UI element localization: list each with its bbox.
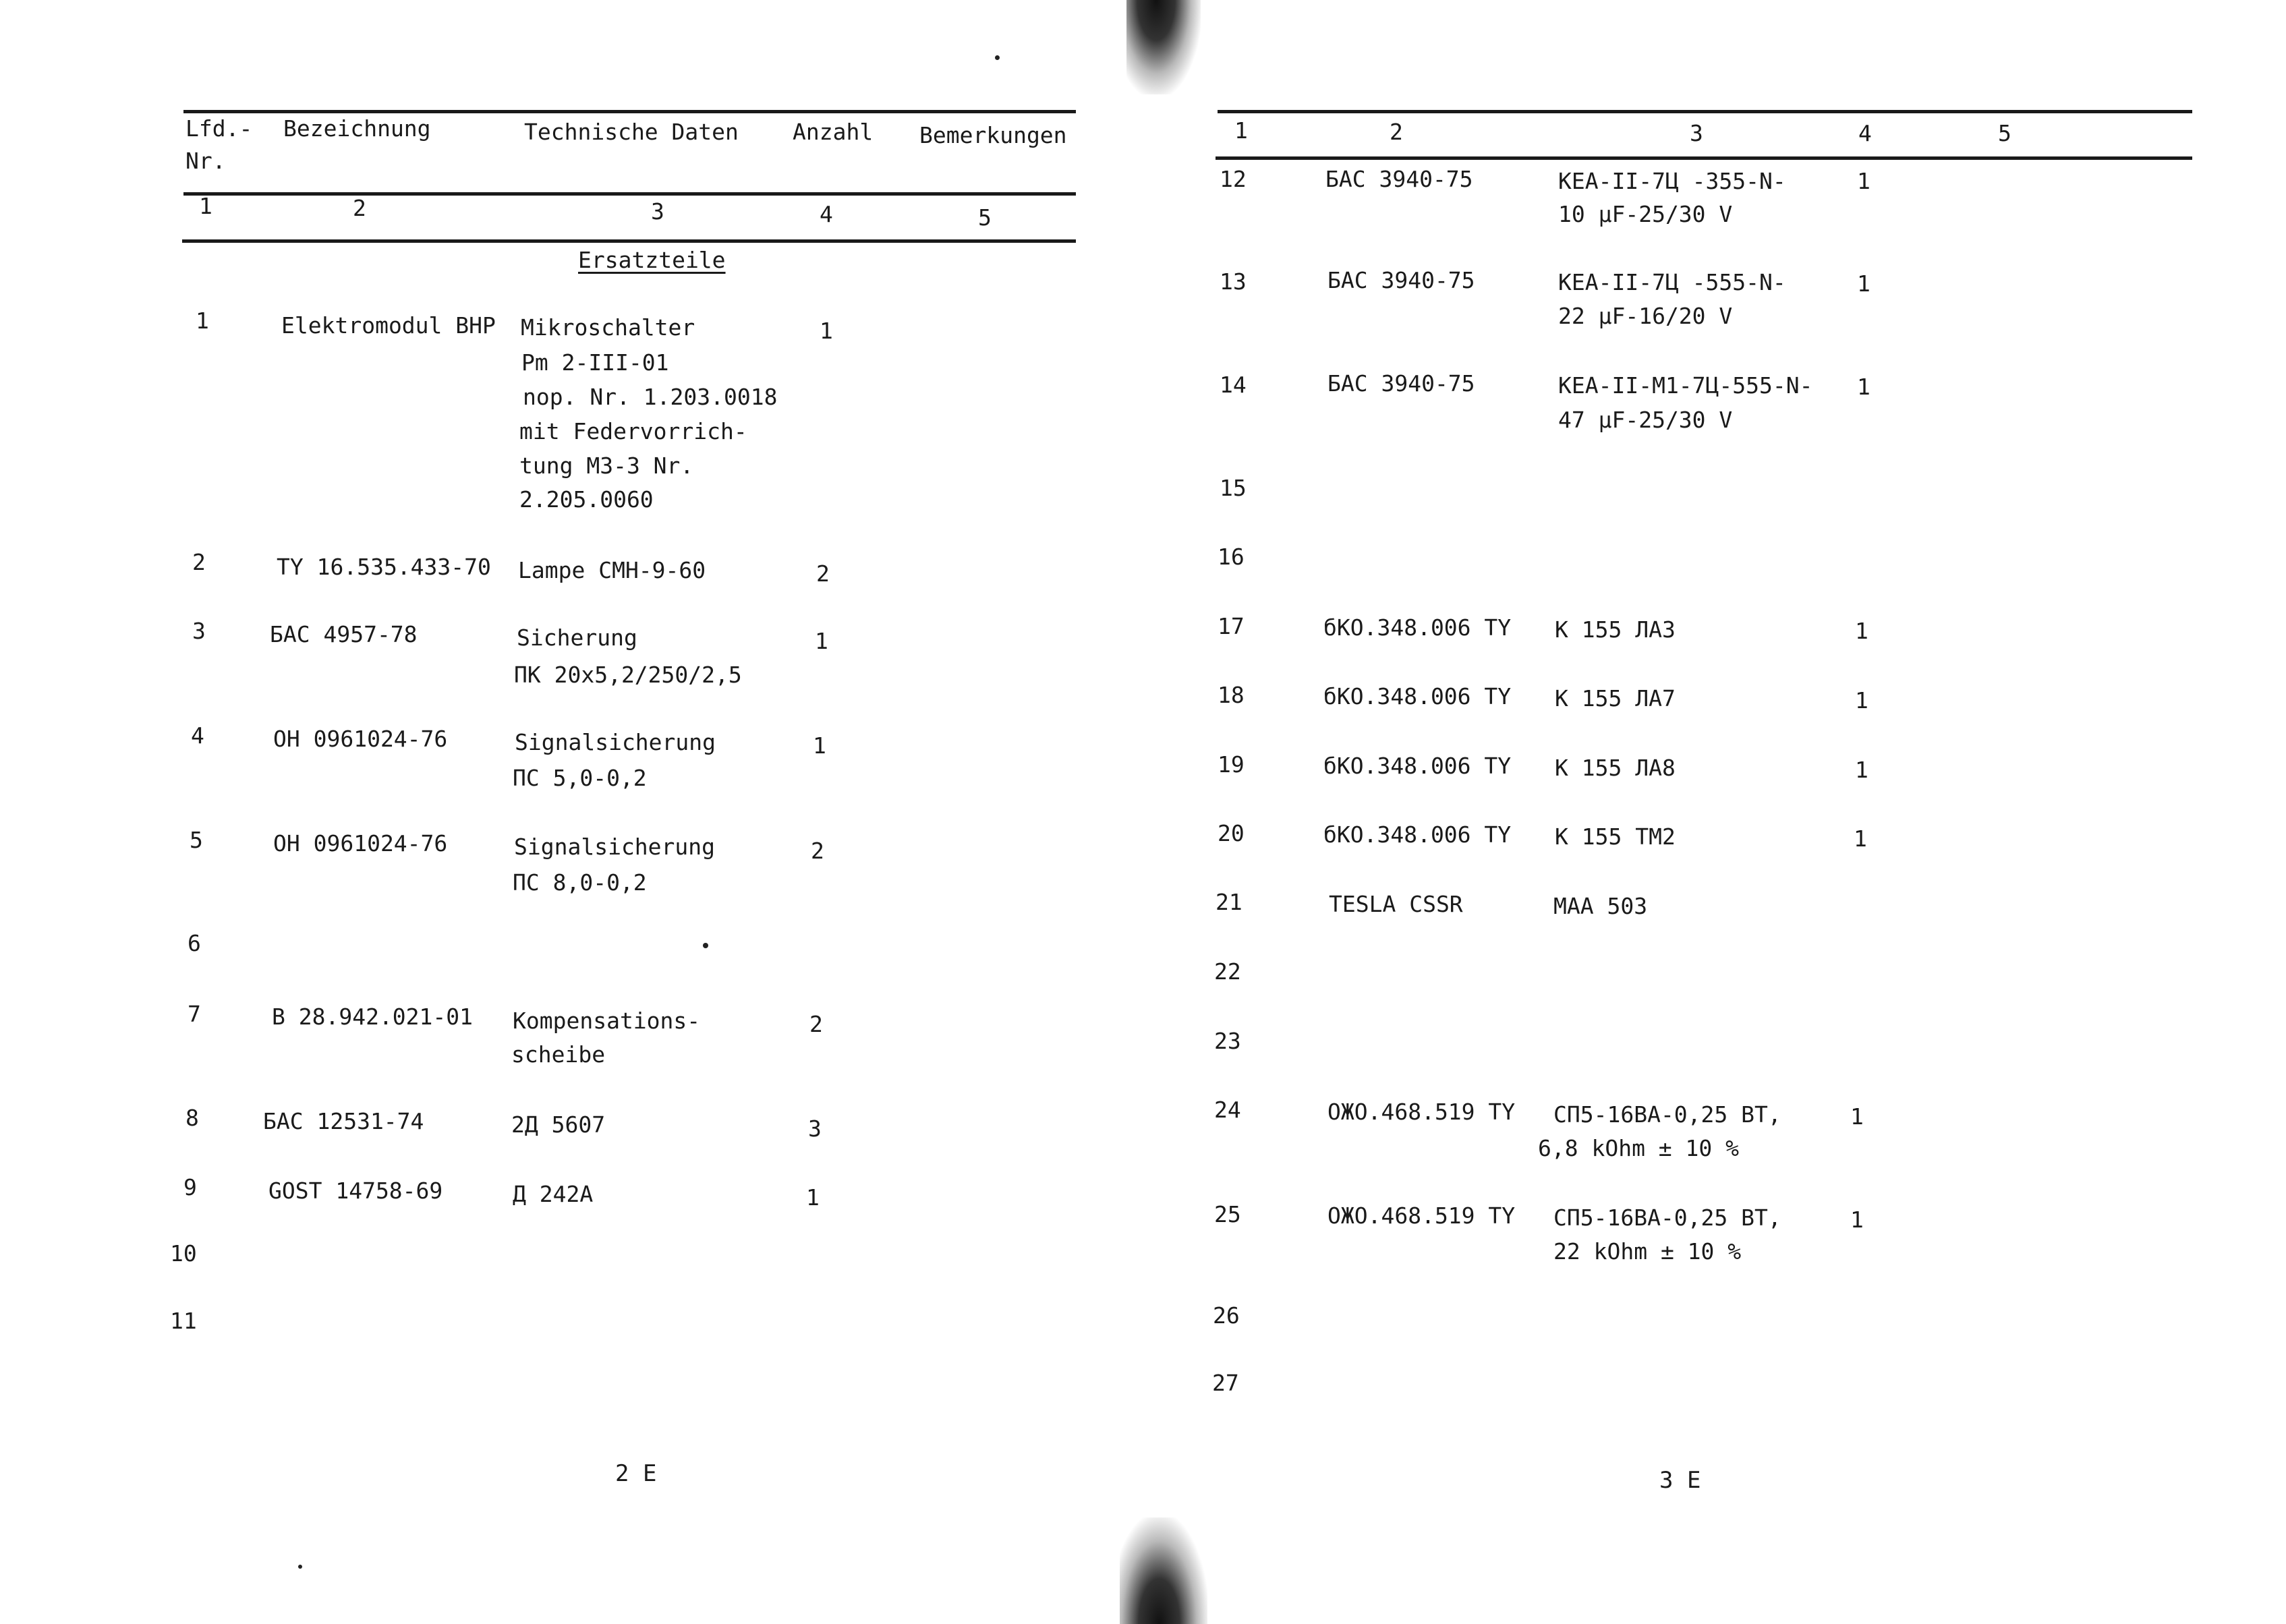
row-anzahl: 1 xyxy=(1855,687,1868,714)
row-nr: 20 xyxy=(1218,820,1245,846)
row-anzahl: 2 xyxy=(816,560,830,587)
row-daten: СП5-16ВА-0,25 ВТ, xyxy=(1553,1101,1781,1128)
row-daten: KEA-II-7Ц -355-N- xyxy=(1558,168,1786,194)
row-bezeichnung: БАС 12531-74 xyxy=(263,1108,424,1134)
row-daten: ПК 20x5,2/250/2,5 xyxy=(514,662,742,688)
page-number: 3 E xyxy=(1659,1467,1701,1494)
row-bezeichnung: TESLA CSSR xyxy=(1329,891,1463,917)
row-daten: mit Federvorrich- xyxy=(519,418,747,444)
colnum-1: 1 xyxy=(199,193,212,219)
right-page xyxy=(1140,0,2286,1624)
row-daten: K 155 TM2 xyxy=(1555,823,1676,850)
row-anzahl: 2 xyxy=(811,838,824,864)
row-nr: 14 xyxy=(1220,372,1247,398)
colnum-4: 4 xyxy=(820,201,833,227)
row-daten: 10 μF-25/30 V xyxy=(1558,201,1733,227)
row-daten: ПС 5,0-0,2 xyxy=(513,765,647,791)
row-anzahl: 1 xyxy=(1855,757,1868,783)
row-daten: K 155 ЛA7 xyxy=(1555,685,1676,712)
row-daten: Sicherung xyxy=(517,625,637,651)
row-anzahl: 1 xyxy=(1857,270,1870,297)
row-nr: 22 xyxy=(1214,958,1241,985)
row-anzahl: 1 xyxy=(806,1184,820,1211)
header-top-rule xyxy=(1218,110,2192,113)
row-nr: 7 xyxy=(188,1001,201,1027)
row-daten: Mikroschalter xyxy=(521,314,695,341)
row-daten: Signalsicherung xyxy=(515,729,716,755)
row-anzahl: 1 xyxy=(1857,168,1870,194)
section-title: Ersatzteile xyxy=(578,247,726,273)
ink-dot xyxy=(298,1565,302,1569)
left-page xyxy=(0,0,1140,1624)
colnum-2: 2 xyxy=(1390,119,1403,145)
row-bezeichnung: OH 0961024-76 xyxy=(273,726,448,752)
header-bottom-rule xyxy=(1216,156,2192,160)
colnum-1: 1 xyxy=(1234,117,1248,144)
row-daten: СП5-16ВА-0,25 ВТ, xyxy=(1553,1205,1781,1231)
header-nr: Nr. xyxy=(185,148,226,174)
row-anzahl: 1 xyxy=(1857,374,1870,400)
row-nr: 26 xyxy=(1213,1302,1240,1329)
row-bezeichnung: бKO.348.006 TY xyxy=(1323,821,1512,848)
row-bezeichnung: бKO.348.006 TY xyxy=(1323,683,1512,709)
header-anzahl: Anzahl xyxy=(793,119,874,145)
row-nr: 25 xyxy=(1214,1201,1241,1227)
row-nr: 24 xyxy=(1214,1097,1241,1123)
row-nr: 21 xyxy=(1216,889,1242,915)
colnum-5: 5 xyxy=(978,204,992,231)
row-nr: 16 xyxy=(1218,544,1245,570)
row-daten: 22 kOhm ± 10 % xyxy=(1553,1238,1742,1265)
row-nr: 8 xyxy=(185,1105,199,1131)
row-daten: MAA 503 xyxy=(1553,893,1648,919)
row-nr: 17 xyxy=(1218,613,1245,639)
row-nr: 1 xyxy=(196,308,209,334)
header-lfd: Lfd.- xyxy=(185,115,253,142)
row-anzahl: 1 xyxy=(1850,1207,1864,1233)
row-nr: 13 xyxy=(1220,268,1247,295)
row-bezeichnung: бKO.348.006 TY xyxy=(1323,614,1512,641)
row-nr: 4 xyxy=(191,722,204,749)
row-bezeichnung: бKO.348.006 TY xyxy=(1323,753,1512,779)
row-bezeichnung: БАС 3940-75 xyxy=(1325,166,1473,192)
row-daten: tung M3-3 Nr. xyxy=(519,453,694,479)
row-anzahl: 1 xyxy=(1854,825,1867,852)
row-daten: Д 242A xyxy=(513,1181,594,1207)
row-daten: nop. Nr. 1.203.0018 xyxy=(523,384,778,410)
row-daten: Pm 2-III-01 xyxy=(521,349,669,376)
page-number: 2 E xyxy=(615,1460,657,1487)
row-nr: 9 xyxy=(183,1174,197,1200)
row-nr: 23 xyxy=(1214,1028,1241,1054)
colnum-3: 3 xyxy=(651,198,664,225)
row-nr: 3 xyxy=(192,618,206,644)
colnum-3: 3 xyxy=(1690,120,1703,146)
row-daten: K 155 ЛA3 xyxy=(1555,616,1676,643)
row-anzahl: 1 xyxy=(820,318,833,344)
row-nr: 15 xyxy=(1220,475,1247,501)
ink-dot xyxy=(703,943,708,948)
row-nr: 12 xyxy=(1220,166,1247,192)
row-nr: 10 xyxy=(170,1240,197,1267)
row-daten: 2.205.0060 xyxy=(519,486,654,513)
row-daten: ПС 8,0-0,2 xyxy=(513,869,647,896)
row-nr: 19 xyxy=(1218,751,1245,778)
ink-dot xyxy=(995,55,1000,60)
row-nr: 27 xyxy=(1212,1370,1239,1396)
row-bezeichnung: Elektromodul BHP xyxy=(281,312,496,339)
row-bezeichnung: БАС 3940-75 xyxy=(1327,267,1475,293)
row-nr: 11 xyxy=(170,1308,197,1334)
row-bezeichnung: OЖO.468.519 TY xyxy=(1327,1202,1516,1229)
row-daten: 6,8 kOhm ± 10 % xyxy=(1538,1135,1740,1161)
row-daten: KEA-II-M1-7Ц-555-N- xyxy=(1558,372,1813,399)
row-anzahl: 1 xyxy=(1850,1103,1864,1130)
row-daten: 2Д 5607 xyxy=(511,1111,606,1138)
row-daten: KEA-II-7Ц -555-N- xyxy=(1558,269,1786,295)
header-bezeichnung: Bezeichnung xyxy=(283,115,431,142)
row-bezeichnung: TY 16.535.433-70 xyxy=(277,554,491,580)
row-nr: 18 xyxy=(1218,682,1245,708)
row-daten: K 155 ЛA8 xyxy=(1555,755,1676,781)
row-daten: Signalsicherung xyxy=(514,834,716,860)
row-anzahl: 1 xyxy=(813,732,826,759)
row-daten: 22 μF-16/20 V xyxy=(1558,303,1733,329)
row-bezeichnung: GOST 14758-69 xyxy=(268,1178,443,1204)
header-mid-rule xyxy=(183,192,1076,196)
row-nr: 5 xyxy=(190,827,203,853)
row-bezeichnung: БАС 3940-75 xyxy=(1327,370,1475,397)
row-anzahl: 1 xyxy=(815,628,828,654)
row-anzahl: 1 xyxy=(1855,618,1868,644)
row-daten: Lampe CMH-9-60 xyxy=(518,557,706,583)
row-bezeichnung: БАС 4957-78 xyxy=(270,621,418,647)
header-bemerkungen: Bemerkungen xyxy=(919,122,1067,148)
row-anzahl: 3 xyxy=(808,1115,822,1142)
row-bezeichnung: B 28.942.021-01 xyxy=(272,1004,474,1030)
colnum-4: 4 xyxy=(1858,120,1872,146)
row-daten: Kompensations- xyxy=(513,1008,701,1034)
row-bezeichnung: OH 0961024-76 xyxy=(273,830,448,857)
row-nr: 2 xyxy=(192,549,206,575)
colnum-5: 5 xyxy=(1998,120,2011,146)
row-nr: 6 xyxy=(188,930,201,956)
header-technische-daten: Technische Daten xyxy=(524,119,739,145)
row-anzahl: 2 xyxy=(809,1011,823,1037)
colnum-2: 2 xyxy=(353,195,366,221)
row-daten: 47 μF-25/30 V xyxy=(1558,407,1733,433)
row-bezeichnung: OЖO.468.519 TY xyxy=(1327,1099,1516,1125)
row-daten: scheibe xyxy=(511,1041,606,1068)
